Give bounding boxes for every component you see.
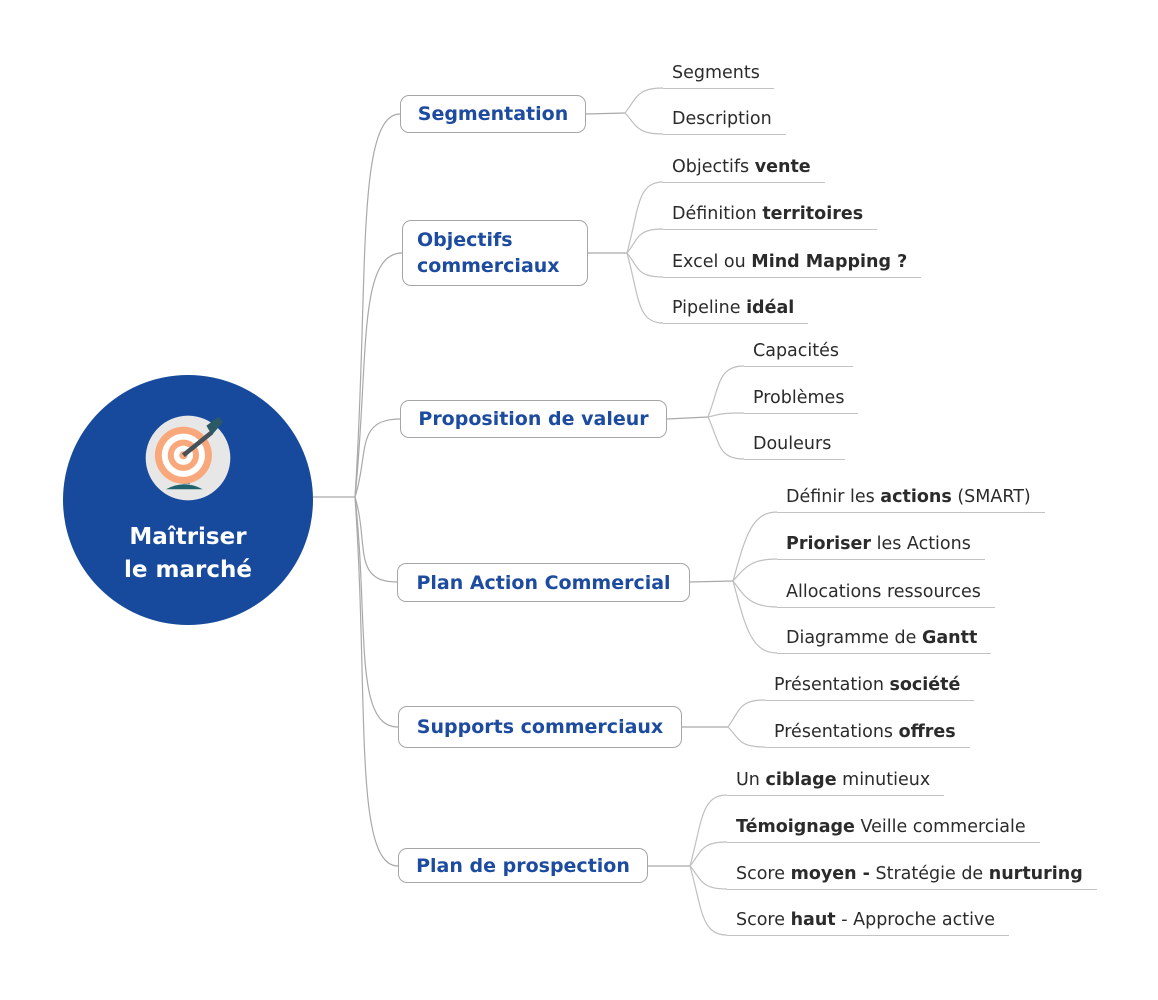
child-connector [733,559,777,581]
branch-topic-supports-commerciaux[interactable] [398,706,682,748]
child-connector [625,88,663,113]
subtopic-diagramme-de-gantt[interactable] [777,624,991,654]
child-connector [733,512,777,581]
child-connector [708,417,744,459]
subtopic-text-segment: actions [880,487,952,507]
subtopic-temoignage-veille-commerciale[interactable] [727,813,1040,843]
subtopic-definir-les-actions-smart[interactable] [777,483,1045,513]
subtopic-pipeline-ideal[interactable] [663,294,808,324]
branch-topic-label: Plan de prospection [416,854,630,877]
subtopic-text-segment: Définir les [786,487,881,507]
subtopic-un-ciblage-minutieux[interactable] [727,766,944,796]
subtopic-douleurs[interactable] [744,430,845,460]
child-connector [728,727,765,747]
subtopic-presentations-offres[interactable] [765,718,970,748]
child-connector [690,795,727,866]
subtopic-text-segment: haut [790,910,836,930]
subtopic-allocations-ressources[interactable] [777,578,995,608]
subtopic-text-segment: Présentations [774,722,899,742]
subtopic-text-segment: moyen - [790,864,870,884]
subtopic-excel-ou-mind-mapping[interactable] [663,248,921,278]
child-connector [627,253,663,323]
subtopic-segments[interactable] [663,59,774,89]
branch-topic-plan-action-commercial[interactable] [397,563,690,602]
subtopic-text-segment: Stratégie de [869,864,989,884]
branch-fan-stub [690,581,733,582]
subtopic-objectifs-vente[interactable] [663,153,825,183]
child-connector [733,581,777,653]
subtopic-text-segment: Un [736,770,766,790]
branch-fan-stub [667,417,708,419]
subtopic-text-segment: - Approche active [835,910,996,930]
subtopic-text-segment: Segments [672,63,760,83]
branch-topic-label: Proposition de valeur [418,408,649,430]
subtopic-text-segment: idéal [746,298,795,318]
child-connector [625,113,663,134]
branch-topic-objectifs-commerciaux[interactable] [402,220,588,286]
child-connector [708,366,744,417]
subtopic-capacites[interactable] [744,337,853,367]
branch-topic-label: Supports commerciaux [416,716,664,738]
subtopic-text-segment: Présentation [774,675,890,695]
subtopic-text-segment: Veille commerciale [854,817,1026,837]
branch-topic-segmentation[interactable] [400,95,586,133]
branch-topic-label: Plan Action Commercial [416,571,671,594]
subtopic-text-segment: Diagramme de [786,628,922,648]
child-connector [708,413,744,417]
subtopic-definition-territoires[interactable] [663,200,877,230]
subtopic-text-segment: Mind Mapping ? [751,252,908,272]
subtopic-score-moyen-strategie-de-nurturing[interactable] [727,860,1097,890]
subtopic-text-segment: Excel ou [672,252,752,272]
subtopic-text-segment: Allocations ressources [786,582,981,602]
subtopic-text-segment: Gantt [921,628,978,648]
branch-connector [355,114,400,497]
subtopic-text-segment: Objectifs [672,157,755,177]
subtopic-text-segment: Problèmes [753,388,845,408]
subtopic-text-segment: minutieux [836,770,931,790]
subtopic-problemes[interactable] [744,384,858,414]
root-topic-label [68,521,308,587]
subtopic-text-segment: Douleurs [753,434,832,454]
branch-topic-plan-de-prospection[interactable] [398,848,648,883]
root-topic-line2: le marché [124,557,252,583]
target-icon [142,412,234,504]
subtopic-text-segment: Capacités [753,341,840,361]
subtopic-text-segment: société [889,675,961,695]
child-connector [627,182,663,253]
root-topic-line1: Maîtriser [129,524,247,550]
branch-fan-stub [586,113,625,114]
subtopic-text-segment: vente [754,157,811,177]
subtopic-text-segment: Prioriser [786,534,872,554]
subtopic-description[interactable] [663,105,786,135]
subtopic-text-segment: nurturing [988,864,1083,884]
branch-topic-label: Segmentation [417,103,569,125]
branch-topic-proposition-de-valeur[interactable] [400,400,667,438]
subtopic-text-segment: Définition [672,204,763,224]
subtopic-text-segment: Description [672,109,772,129]
subtopic-text-segment: Score [736,864,791,884]
subtopic-text-segment: Pipeline [672,298,747,318]
subtopic-text-segment: les Actions [871,534,971,554]
subtopic-score-haut-approche-active[interactable] [727,906,1009,936]
subtopic-text-segment: offres [898,722,956,742]
subtopic-text-segment: ciblage [765,770,837,790]
subtopic-prioriser-les-actions[interactable] [777,530,985,560]
subtopic-text-segment: (SMART) [951,487,1031,507]
subtopic-text-segment: Témoignage [736,817,855,837]
branch-connector [355,419,400,497]
child-connector [690,866,727,935]
child-connector [728,700,765,727]
subtopic-presentation-societe[interactable] [765,671,974,701]
branch-topic-label: Objectifs commerciaux [417,229,560,277]
branch-connector [355,497,397,582]
subtopic-text-segment: Score [736,910,791,930]
subtopic-text-segment: territoires [762,204,864,224]
branch-connector [355,497,398,866]
